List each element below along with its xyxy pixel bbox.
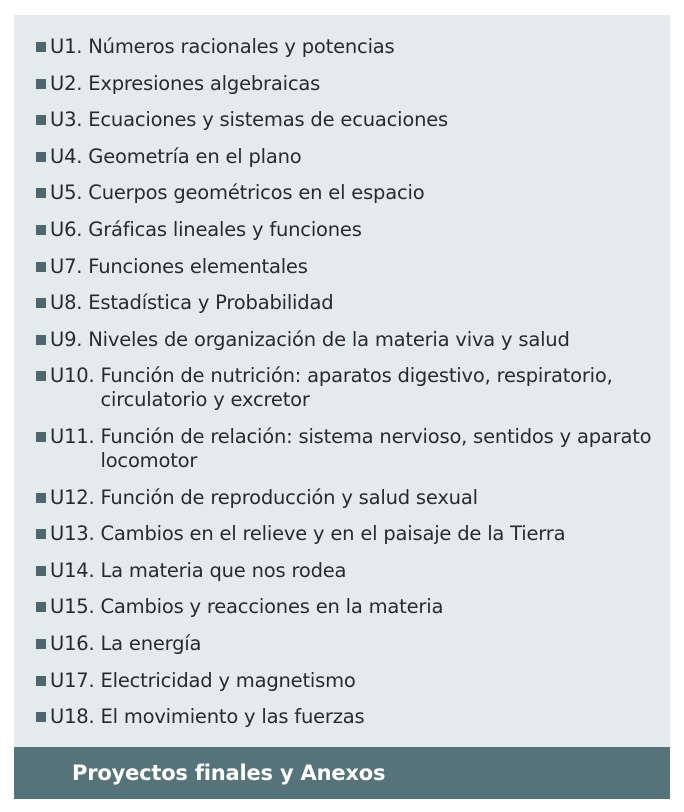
square-bullet-icon [36,529,46,539]
unit-item-17 [36,669,666,693]
unit-title: Niveles de organización de la materia viva y salud [88,327,570,351]
unit-item-18 [36,705,666,729]
unit-code: U17. [50,668,95,692]
unit-code: U14. [50,558,95,582]
unit-item-5 [36,181,666,205]
square-bullet-icon [36,152,46,162]
unit-title: El movimiento y las fuerzas [100,705,365,729]
unit-title: Gráficas lineales y funciones [88,217,362,241]
unit-code: U4. [50,144,83,168]
unit-code: U16. [50,631,95,655]
unit-title: Función de reproducción y salud sexual [100,485,478,509]
unit-code: U13. [50,522,95,546]
unit-item-13 [36,522,666,546]
unit-title: Geometría en el plano [88,144,302,168]
unit-item-4 [36,145,666,169]
unit-item-8 [36,291,666,315]
square-bullet-icon [36,335,46,345]
unit-code: U18. [50,705,95,729]
unit-code: U6. [50,217,83,241]
unit-item-7 [36,255,666,279]
square-bullet-icon [36,493,46,503]
unit-item-11 [36,425,666,473]
units-panel [14,15,670,747]
unit-code: U2. [50,71,83,95]
unit-item-3 [36,108,666,132]
unit-title: Cuerpos geométricos en el espacio [88,181,425,205]
square-bullet-icon [36,42,46,52]
square-bullet-icon [36,225,46,235]
footer-title: Proyectos finales y Anexos [72,761,386,785]
unit-code: U5. [50,181,83,205]
unit-list [36,35,666,742]
unit-code: U10. [50,364,95,388]
unit-code: U1. [50,35,83,58]
unit-title: Electricidad y magnetismo [100,668,356,692]
unit-item-14 [36,559,666,583]
square-bullet-icon [36,262,46,272]
unit-code: U7. [50,254,83,278]
unit-code: U3. [50,108,83,132]
square-bullet-icon [36,432,46,442]
unit-code: U15. [50,595,95,619]
unit-title: La materia que nos rodea [100,558,347,582]
square-bullet-icon [36,639,46,649]
footer-bar [14,747,670,799]
square-bullet-icon [36,371,46,381]
unit-item-9 [36,328,666,352]
unit-item-16 [36,632,666,656]
unit-title: Ecuaciones y sistemas de ecuaciones [88,108,449,132]
unit-title: Números racionales y potencias [88,35,395,58]
unit-title: Expresiones algebraicas [88,71,321,95]
square-bullet-icon [36,188,46,198]
unit-item-2 [36,72,666,96]
square-bullet-icon [36,712,46,722]
unit-item-10 [36,364,666,412]
unit-code: U9. [50,327,83,351]
unit-code: U11. [50,424,95,448]
square-bullet-icon [36,79,46,89]
unit-title: Función de nutrición: aparatos digestivo, respiratorio, circulatorio y excretor [100,364,613,412]
unit-title: Cambios en el relieve y en el paisaje de la Tierra [100,522,566,546]
unit-item-6 [36,218,666,242]
unit-title: La energía [100,631,202,655]
square-bullet-icon [36,298,46,308]
unit-title: Funciones elementales [88,254,308,278]
square-bullet-icon [36,676,46,686]
unit-title: Función de relación: sistema nervioso, sentidos y aparato locomotor [100,424,652,472]
square-bullet-icon [36,602,46,612]
square-bullet-icon [36,115,46,125]
unit-code: U8. [50,291,83,315]
unit-code: U12. [50,485,95,509]
unit-title: Cambios y reacciones en la materia [100,595,444,619]
square-bullet-icon [36,566,46,576]
unit-item-15 [36,595,666,619]
unit-item-12 [36,486,666,510]
unit-title: Estadística y Probabilidad [88,291,334,315]
unit-item-1 [36,35,666,59]
